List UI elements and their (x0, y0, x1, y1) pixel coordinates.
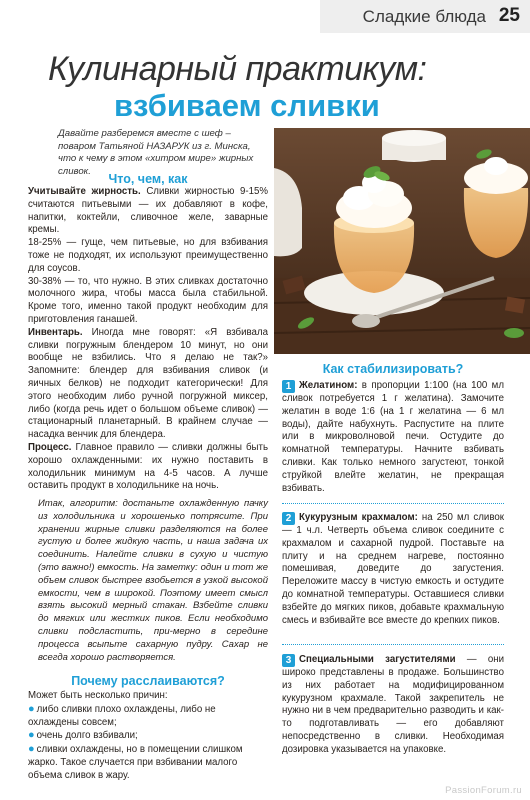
article-title-line1: Кулинарный практикум: (48, 50, 427, 88)
dessert-photo (274, 128, 530, 354)
paragraph-text: Главное правило — сливки должны быть хорошо охлажденными: их нужно поставить в холодильник минимум на 4-5 часов. А лучше оставить продукт в холодильнике на ночь. (28, 441, 268, 492)
step-lead: Кукурузным крахмалом: (299, 512, 418, 523)
step-number-badge: 1 (282, 380, 295, 393)
section2-body (28, 690, 268, 783)
paragraph (28, 327, 268, 442)
step-number-badge: 3 (282, 654, 295, 667)
paragraph: Может быть несколько причин: (28, 690, 168, 701)
bullet-icon: ● (28, 743, 35, 756)
section2-heading: Почему расслаиваются? (71, 674, 225, 688)
list-item: ● очень долго взбивали; (28, 729, 138, 742)
article-title-line2: взбиваем сливки (114, 88, 380, 123)
step-number-badge: 2 (282, 512, 295, 525)
article-intro: Давайте разберемся вместе с шеф – поваром Татьяной НАЗАРУК из г. Минска, что к чему в этом «хитром мире» жирных сливок. (58, 128, 254, 177)
stabilize-item-3 (282, 654, 504, 757)
step-text: в пропорции 1:100 (на 100 мл сливок потребуется 1 г желатина). Замочите желатин в воде 1:6 (на 1 г желатина — 6 мл воды), дайте набухнуть. Распустите на плите или в микроволновой печи. Остудите до комнатной температуры. Начните взбивать сливки. Как только немного загустеют, тонкой струйкой влейте желатин, не прекращая взбивать. (282, 380, 504, 494)
paragraph (28, 186, 268, 237)
section1-body (28, 186, 268, 493)
step-text: — они широко представлены в продаже. Большинство из них работает на модифицированном кукурузном крахмале. Такой закрепитель не нужно ни в чем предварительно разводить и как-то подготавливать — его добавляют непосредственно в сливки. Необходимая дозировка указывается на упаковке. (282, 654, 504, 755)
stabilize-item-2 (282, 512, 504, 627)
section1-heading: Что, чем, как (108, 172, 188, 186)
paragraph-lead: Инвентарь. (28, 326, 83, 338)
paragraph-lead: Процесс. (28, 441, 72, 453)
bullet-icon: ● (28, 729, 35, 742)
stabilize-item-1 (282, 380, 504, 495)
section-title: Сладкие блюда (362, 7, 486, 26)
page-number: 25 (498, 5, 520, 26)
step-text: на 250 мл сливок — 1 ч.л. Четверть объема сливок соедините с крахмалом и сахарной пудрой. Поставьте на плиту и на среднем нагреве, постоянно помешивая, доведите до загустения. Переложите массу в чистую емкость и остудите до комнатной температуры. Оставшиеся сливки взбейте до мягких пиков, добавьте крахмальную смесь и взбивайте все вместе до крепких пиков. (282, 512, 504, 626)
algorithm-text: Итак, алгоритм: достаньте охлажденную пачку из холодильника и хорошенько потрясите. При хранении жирные сливки разделяются на более густую и более жидкую часть, и наша задача их соединить. Налейте сливки в сухую и чистую (это важно!) емкость. На заметку: один и тот же объем сливок быстрее взобьется в узкой высокой емкости, чем в широкой. Поэтому имеет смысл взять высокий мерный стакан. Взбейте сливки до мягких или жестких пиков. Если необходимо сливки подсластить, при-мерно в середине процесса всыпьте сахарную пудру. Сахар не всегда хорошо растворяется. (38, 498, 268, 663)
list-item: ● либо сливки плохо охлаждены, либо не охлаждены совсем; (28, 702, 216, 728)
bullet-icon: ● (28, 702, 35, 715)
section-header (320, 0, 530, 33)
list-item: ● сливки охлаждены, но в помещении слишком жарко. Такое случается при взбивании малого объема сливок в жару. (28, 743, 243, 781)
paragraph-lead: Учитывайте жирность. (28, 186, 141, 197)
paragraph: 30-38% — то, что нужно. В этих сливках достаточно молочного жира, чтобы масса была стабильной. Кроме того, именно такой продукт необходим для приготовления ганашей. (28, 275, 268, 325)
watermark: PassionForum.ru (445, 785, 522, 796)
divider (282, 503, 504, 504)
paragraph (28, 442, 268, 493)
dessert-illustration (274, 128, 530, 354)
divider (282, 644, 504, 645)
step-lead: Желатином: (299, 380, 358, 391)
paragraph: 18-25% — гуще, чем питьевые, но для взбивания тоже не подходят, их используют преимущественно для соусов. (28, 237, 268, 274)
step-lead: Специальными загустителями (299, 654, 456, 665)
paragraph-text: Сливки жирностью 9-15% считаются питьевыми — их добавляют в кофе, напитки, коктейли, сливочное желе, заварные кремы. (28, 186, 269, 236)
paragraph-text: Иногда мне говорят: «Я взбивала сливки погружным блендером 10 минут, но они вообще не взбились. Что я делаю не так?» Запомните: блендер для взбивания сливок (и яичных белков) не подходит категорически! Для этого необходим либо ручной погружной миксер, либо (когда речь идет о большом объеме сливок) — стационарный планетарный. В крайнем случае — насадка венчик для блендера. (28, 326, 268, 441)
stabilize-heading: Как стабилизировать? (322, 362, 464, 376)
